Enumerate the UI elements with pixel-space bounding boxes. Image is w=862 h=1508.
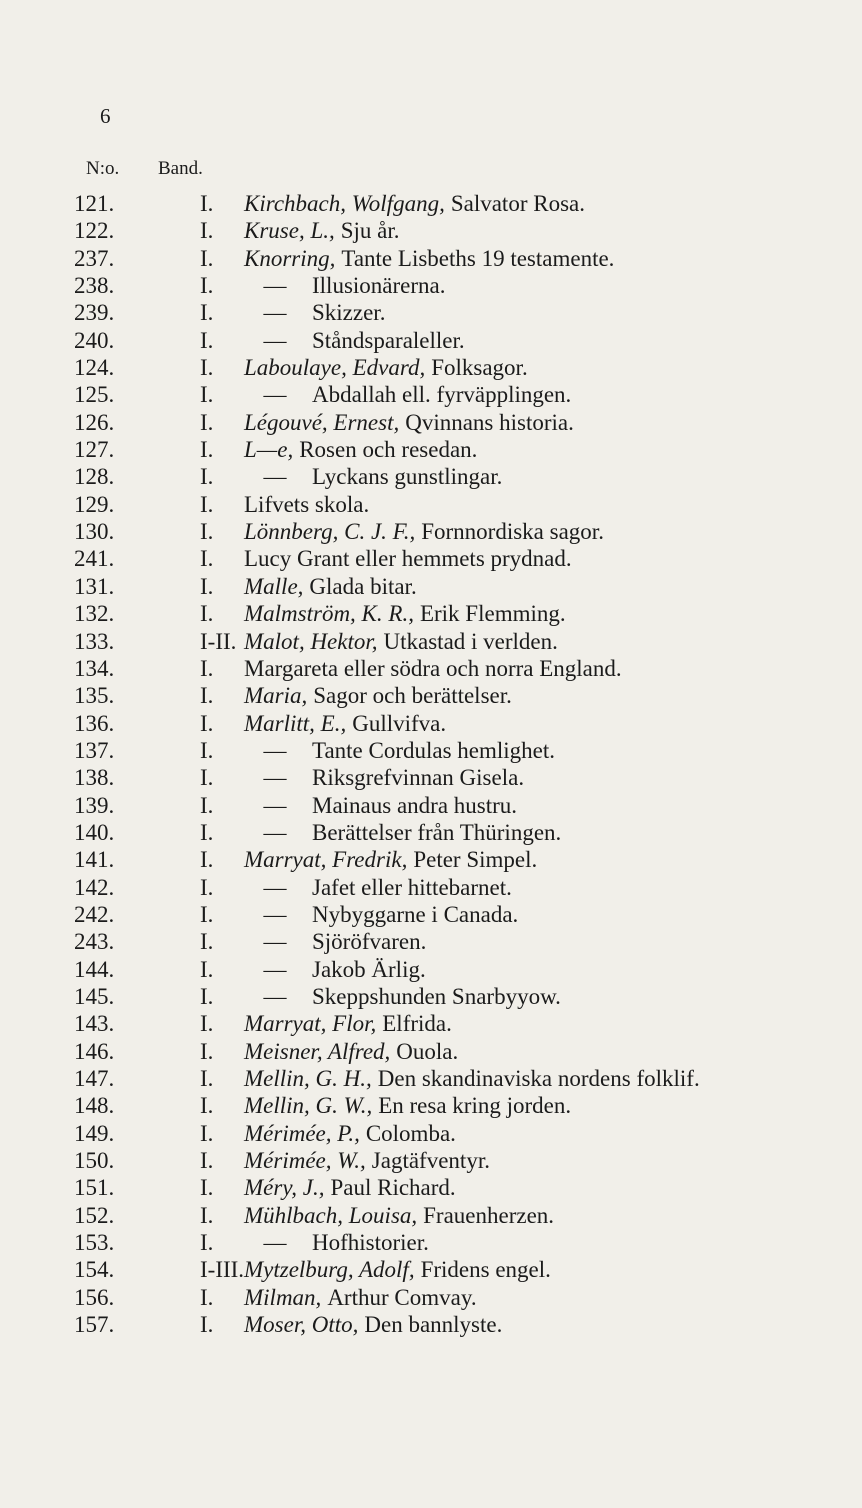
entry-band: I. xyxy=(200,546,214,572)
entry-title: Utkastad i verlden. xyxy=(383,628,558,654)
header-number: N:o. xyxy=(86,158,120,179)
entry-title: Lyckans gunstlingar. xyxy=(312,464,503,490)
entry-number: 131. xyxy=(74,573,115,599)
entry-author: Laboulaye, Edvard, xyxy=(244,355,426,381)
entry-title: Mainaus andra hustru. xyxy=(312,792,518,818)
entry-number: 238. xyxy=(74,273,115,299)
entry-number: 127. xyxy=(74,437,115,463)
entry-content xyxy=(244,628,558,655)
entry-number: 126. xyxy=(74,409,115,435)
entry-author: Marlitt, E., xyxy=(244,710,347,736)
entry-title: Sagor och berättelser. xyxy=(313,683,512,709)
list-item xyxy=(74,409,854,436)
entry-number: 128. xyxy=(74,464,115,490)
ditto-dash: — xyxy=(263,983,287,1009)
entry-title: Ouola. xyxy=(396,1038,459,1064)
entry-number: 142. xyxy=(74,874,115,900)
entry-number: 157. xyxy=(74,1312,115,1338)
list-item xyxy=(74,1311,854,1338)
entry-band: I. xyxy=(200,437,214,463)
entry-title: Illusionärerna. xyxy=(312,273,446,299)
entry-band: I. xyxy=(200,601,214,627)
entry-title: Rosen och resedan. xyxy=(299,437,478,463)
entry-number: 147. xyxy=(74,1066,115,1091)
entry-content xyxy=(244,846,537,873)
entry-number: 151. xyxy=(74,1175,115,1201)
entry-content xyxy=(244,1092,571,1119)
column-headers xyxy=(86,158,786,184)
entry-content xyxy=(244,299,385,326)
ditto-dash: — xyxy=(263,300,287,326)
entry-number: 138. xyxy=(74,765,115,791)
list-item xyxy=(74,381,854,408)
entry-number: 143. xyxy=(74,1011,115,1037)
entry-title: Ståndsparaleller. xyxy=(312,327,465,353)
entry-number: 122. xyxy=(74,218,115,244)
ditto-dash: — xyxy=(263,1230,287,1256)
ditto-dash: — xyxy=(263,327,287,353)
entry-author: Méry, J., xyxy=(244,1175,325,1201)
entry-band: I. xyxy=(200,300,214,326)
entry-content xyxy=(244,682,512,709)
list-item xyxy=(74,792,854,819)
entry-author: Légouvé, Ernest, xyxy=(244,409,400,435)
entry-number: 240. xyxy=(74,327,115,353)
entry-content xyxy=(244,327,465,354)
page-number: 6 xyxy=(100,104,111,128)
entry-band: I. xyxy=(200,1284,214,1310)
entry-content xyxy=(244,573,417,600)
list-item xyxy=(74,1038,854,1065)
entry-content xyxy=(244,792,517,819)
entry-band: I. xyxy=(200,1230,214,1256)
list-item xyxy=(74,436,854,463)
entry-author: Kruse, L., xyxy=(244,218,335,244)
entry-title: Den bannlyste. xyxy=(364,1312,503,1338)
entry-content xyxy=(244,600,566,627)
ditto-dash: — xyxy=(263,792,287,818)
entry-content xyxy=(244,1284,477,1311)
entry-title: En resa kring jorden. xyxy=(378,1093,572,1119)
entry-content xyxy=(244,1147,490,1174)
entry-title: Riksgrefvinnan Gisela. xyxy=(312,765,525,791)
entry-band: I. xyxy=(200,819,214,845)
entry-author: Knorring, xyxy=(244,245,336,271)
list-item xyxy=(74,1174,854,1201)
entry-number: 241. xyxy=(74,546,115,572)
entry-number: 134. xyxy=(74,655,115,681)
list-item xyxy=(74,737,854,764)
list-item xyxy=(74,1284,854,1311)
entry-author: Maria, xyxy=(244,683,308,709)
list-item xyxy=(74,354,854,381)
entry-band: I. xyxy=(200,929,214,955)
entry-content xyxy=(244,764,524,791)
entry-band: I-II. xyxy=(200,628,237,654)
ditto-dash: — xyxy=(263,819,287,845)
entry-author: Marryat, Flor, xyxy=(244,1011,377,1037)
entry-band: I. xyxy=(200,792,214,818)
entry-number: 135. xyxy=(74,683,115,709)
list-item xyxy=(74,928,854,955)
entry-author: Milman, xyxy=(244,1284,322,1310)
entry-author: Malmström, K. R., xyxy=(244,601,414,627)
entry-band: I. xyxy=(200,655,214,681)
entry-band: I. xyxy=(200,1038,214,1064)
list-item xyxy=(74,573,854,600)
entry-author: L—e, xyxy=(244,437,294,463)
entry-band: I. xyxy=(200,710,214,736)
entry-title: Sjöröfvaren. xyxy=(312,929,427,955)
entry-title: Gullvifva. xyxy=(352,710,447,736)
entry-number: 243. xyxy=(74,929,115,955)
entry-content xyxy=(244,491,369,518)
list-item xyxy=(74,983,854,1010)
entry-content xyxy=(244,1065,700,1092)
entry-number: 146. xyxy=(74,1038,115,1064)
entry-content xyxy=(244,436,477,463)
ditto-dash: — xyxy=(263,464,287,490)
entry-content xyxy=(244,710,446,737)
entry-content xyxy=(244,1229,429,1256)
list-item xyxy=(74,628,854,655)
entry-author: Moser, Otto, xyxy=(244,1312,359,1338)
entry-band: I. xyxy=(200,683,214,709)
entry-content xyxy=(244,1311,502,1338)
entry-content xyxy=(244,381,571,408)
entry-content xyxy=(244,518,604,545)
list-item xyxy=(74,600,854,627)
entry-title: Nybyggarne i Canada. xyxy=(312,901,519,927)
entry-author: Mühlbach, Louisa, xyxy=(244,1202,418,1228)
entry-number: 129. xyxy=(74,491,115,517)
entry-number: 149. xyxy=(74,1120,115,1146)
entry-band: I. xyxy=(200,573,214,599)
entry-number: 140. xyxy=(74,819,115,845)
entry-content xyxy=(244,874,512,901)
entry-band: I. xyxy=(200,218,214,244)
entry-title: Lifvets skola. xyxy=(244,491,370,517)
entry-band: I. xyxy=(200,901,214,927)
entry-title: Tante Cordulas hemlighet. xyxy=(312,737,556,763)
list-item xyxy=(74,190,854,217)
entry-content xyxy=(244,737,555,764)
entry-title: Glada bitar. xyxy=(309,573,417,599)
entry-title: Colomba. xyxy=(365,1120,456,1146)
list-item xyxy=(74,764,854,791)
ditto-dash: — xyxy=(263,929,287,955)
entry-content xyxy=(244,217,400,244)
list-item xyxy=(74,1202,854,1229)
entry-content xyxy=(244,190,585,217)
entry-title: Qvinnans historia. xyxy=(405,409,574,435)
list-item xyxy=(74,217,854,244)
entry-title: Lucy Grant eller hemmets prydnad. xyxy=(244,546,572,572)
entry-author: Marryat, Fredrik, xyxy=(244,847,408,873)
entry-band: I. xyxy=(200,847,214,873)
entry-title: Skizzer. xyxy=(312,300,386,326)
entry-number: 156. xyxy=(74,1284,115,1310)
entry-author: Mellin, G. W., xyxy=(244,1093,373,1119)
entry-content xyxy=(244,354,528,381)
entry-number: 125. xyxy=(74,382,115,408)
entry-content xyxy=(244,272,445,299)
list-item xyxy=(74,1010,854,1037)
entry-title: Peter Simpel. xyxy=(413,847,538,873)
entry-author: Mérimée, W., xyxy=(244,1148,366,1174)
entry-number: 137. xyxy=(74,737,115,763)
entry-number: 121. xyxy=(74,191,115,216)
entry-band: I. xyxy=(200,1093,214,1119)
entry-band: I. xyxy=(200,382,214,408)
entry-number: 130. xyxy=(74,519,115,545)
entry-band: I. xyxy=(200,464,214,490)
entry-title: Erik Flemming. xyxy=(419,601,566,627)
entry-content xyxy=(244,463,502,490)
list-item xyxy=(74,545,854,572)
list-item xyxy=(74,710,854,737)
entry-number: 133. xyxy=(74,628,115,654)
list-item xyxy=(74,1120,854,1147)
entry-title: Tante Lisbeths 19 testamente. xyxy=(341,245,615,271)
entry-number: 145. xyxy=(74,983,115,1009)
entry-band: I. xyxy=(200,519,214,545)
entry-band: I. xyxy=(200,983,214,1009)
entry-number: 141. xyxy=(74,847,115,873)
list-item xyxy=(74,1147,854,1174)
entry-band: I. xyxy=(200,191,214,216)
catalog-entries xyxy=(74,190,854,1338)
entry-number: 242. xyxy=(74,901,115,927)
entry-title: Folksagor. xyxy=(431,355,528,381)
entry-band: I. xyxy=(200,409,214,435)
entry-number: 136. xyxy=(74,710,115,736)
entry-band: I. xyxy=(200,1011,214,1037)
entry-title: Jafet eller hittebarnet. xyxy=(312,874,512,900)
entry-band: I. xyxy=(200,765,214,791)
list-item xyxy=(74,682,854,709)
entry-band: I. xyxy=(200,956,214,982)
entry-content xyxy=(244,1038,458,1065)
entry-title: Hofhistorier. xyxy=(312,1230,429,1256)
entry-content xyxy=(244,545,572,572)
entry-title: Berättelser från Thüringen. xyxy=(312,819,562,845)
entry-content xyxy=(244,1174,456,1201)
entry-content xyxy=(244,1010,452,1037)
list-item xyxy=(74,491,854,518)
list-item xyxy=(74,1229,854,1256)
ditto-dash: — xyxy=(263,382,287,408)
entry-author: Mellin, G. H., xyxy=(244,1066,372,1091)
list-item xyxy=(74,463,854,490)
entry-content xyxy=(244,1256,551,1283)
entry-author: Kirchbach, Wolfgang, xyxy=(244,191,445,216)
entry-band: I. xyxy=(200,327,214,353)
list-item xyxy=(74,1065,854,1092)
ditto-dash: — xyxy=(263,874,287,900)
entry-title: Fridens engel. xyxy=(420,1257,551,1283)
entry-band: I. xyxy=(200,491,214,517)
entry-band: I. xyxy=(200,1120,214,1146)
entry-number: 148. xyxy=(74,1093,115,1119)
list-item xyxy=(74,245,854,272)
entry-title: Elfrida. xyxy=(382,1011,452,1037)
entry-content xyxy=(244,928,426,955)
entry-author: Meisner, Alfred, xyxy=(244,1038,391,1064)
list-item xyxy=(74,655,854,682)
entry-title: Salvator Rosa. xyxy=(450,191,585,216)
entry-content xyxy=(244,1120,456,1147)
entry-number: 239. xyxy=(74,300,115,326)
entry-content xyxy=(244,983,561,1010)
list-item xyxy=(74,299,854,326)
list-item xyxy=(74,956,854,983)
entry-number: 150. xyxy=(74,1148,115,1174)
entry-number: 132. xyxy=(74,601,115,627)
header-band: Band. xyxy=(158,158,203,179)
ditto-dash: — xyxy=(263,901,287,927)
entry-content xyxy=(244,655,622,682)
list-item xyxy=(74,1256,854,1283)
entry-content xyxy=(244,245,614,272)
entry-band: I. xyxy=(200,1202,214,1228)
entry-title: Skeppshunden Snarbyyow. xyxy=(312,983,561,1009)
entry-number: 154. xyxy=(74,1257,115,1283)
entry-author: Malot, Hektor, xyxy=(244,628,378,654)
entry-author: Lönnberg, C. J. F., xyxy=(244,519,416,545)
entry-number: 237. xyxy=(74,245,115,271)
entry-title: Den skandinaviska nordens folklif. xyxy=(377,1066,700,1091)
list-item xyxy=(74,518,854,545)
entry-band: I. xyxy=(200,273,214,299)
entry-band: I. xyxy=(200,245,214,271)
entry-content xyxy=(244,1202,554,1229)
entry-author: Mérimée, P., xyxy=(244,1120,360,1146)
list-item xyxy=(74,901,854,928)
entry-number: 153. xyxy=(74,1230,115,1256)
ditto-dash: — xyxy=(263,737,287,763)
entry-band: I. xyxy=(200,355,214,381)
list-item xyxy=(74,1092,854,1119)
entry-content xyxy=(244,956,426,983)
entry-band: I. xyxy=(200,1175,214,1201)
entry-title: Jagtäfventyr. xyxy=(371,1148,490,1174)
entry-author: Mytzelburg, Adolf, xyxy=(244,1257,415,1283)
entry-title: Paul Richard. xyxy=(330,1175,456,1201)
entry-title: Sju år. xyxy=(340,218,400,244)
entry-title: Jakob Ärlig. xyxy=(312,956,426,982)
entry-band: I. xyxy=(200,874,214,900)
entry-band: I. xyxy=(200,1148,214,1174)
entry-title: Margareta eller södra och norra England. xyxy=(244,655,622,681)
entry-title: Frauenherzen. xyxy=(423,1202,555,1228)
entry-band: I. xyxy=(200,1066,214,1091)
entry-number: 152. xyxy=(74,1202,115,1228)
list-item xyxy=(74,874,854,901)
entry-content xyxy=(244,901,518,928)
entry-author: Malle, xyxy=(244,573,304,599)
list-item xyxy=(74,327,854,354)
entry-content xyxy=(244,409,574,436)
entry-number: 139. xyxy=(74,792,115,818)
entry-band: I. xyxy=(200,737,214,763)
entry-title: Abdallah ell. fyrväpplingen. xyxy=(312,382,572,408)
entry-number: 124. xyxy=(74,355,115,381)
entry-title: Fornnordiska sagor. xyxy=(421,519,604,545)
entry-band: I-III. xyxy=(200,1257,245,1283)
entry-number: 144. xyxy=(74,956,115,982)
list-item xyxy=(74,846,854,873)
list-item xyxy=(74,819,854,846)
entry-band: I. xyxy=(200,1312,214,1338)
entry-content xyxy=(244,819,561,846)
ditto-dash: — xyxy=(263,273,287,299)
ditto-dash: — xyxy=(263,956,287,982)
ditto-dash: — xyxy=(263,765,287,791)
entry-title: Arthur Comvay. xyxy=(327,1284,477,1310)
list-item xyxy=(74,272,854,299)
